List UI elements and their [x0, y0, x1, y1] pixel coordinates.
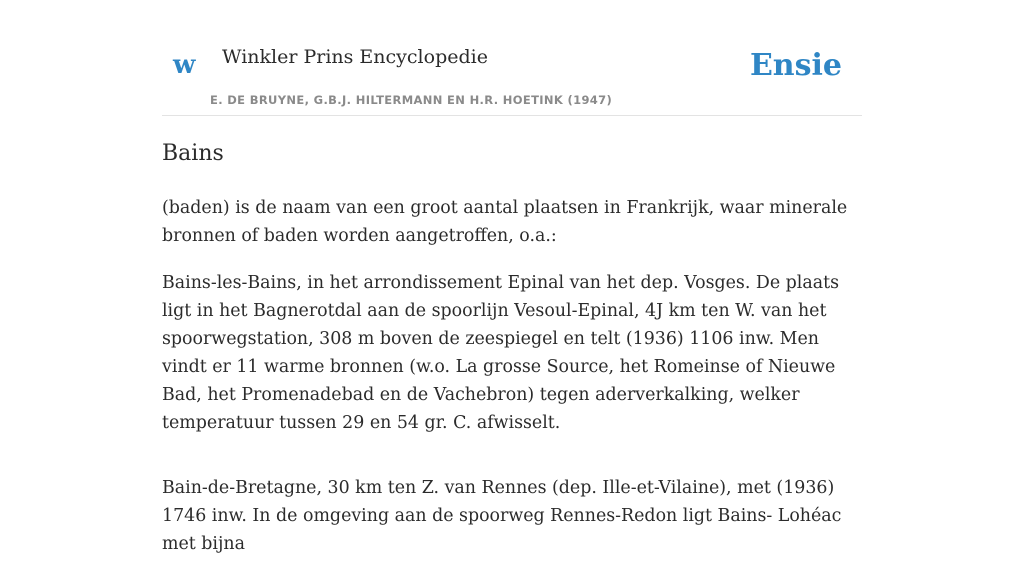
- book-title-link[interactable]: Winkler Prins Encyclopedie: [222, 46, 488, 68]
- entry-paragraph-bains-les-bains: Bains-les-Bains, in het arrondissement Epinal van het dep. Vosges. De plaats ligt in het Bagnerotdal aan de spoorlijn Vesoul-Epinal, 4J km ten W. van het spoorwegstation, 308 m boven de zeespiegel en telt (1936) 1106 inw. Men vindt er 11 warme bronnen (w.o. La grosse Source, het Romeinse of Nieuwe Bad, het Promenadebad en de Vachebron) tegen aderverkalking, welker temperatuur tussen 29 en 54 gr. C. afwisselt.: [162, 273, 840, 433]
- ensie-logo[interactable]: Ensie: [749, 48, 842, 83]
- winkler-prins-logo[interactable]: w: [173, 50, 196, 80]
- book-header: [162, 0, 862, 116]
- entry-content: [162, 138, 862, 577]
- entry-paragraph-intro: (baden) is de naam van een groot aantal plaatsen in Frankrijk, waar minerale bronnen of baden worden aangetroffen, o.a.:: [162, 198, 848, 246]
- entry-title: Bains: [162, 141, 224, 166]
- book-authors: E. DE BRUYNE, G.B.J. HILTERMANN EN H.R. HOETINK (1947): [210, 93, 613, 107]
- entry-paragraph-bain-de-bretagne: Bain-de-Bretagne, 30 km ten Z. van Rennes (dep. Ille-et-Vilaine), met (1936) 1746 inw. In de omgeving aan de spoorweg Rennes-Redon ligt Bains- Lohéac met bijna: [162, 478, 842, 554]
